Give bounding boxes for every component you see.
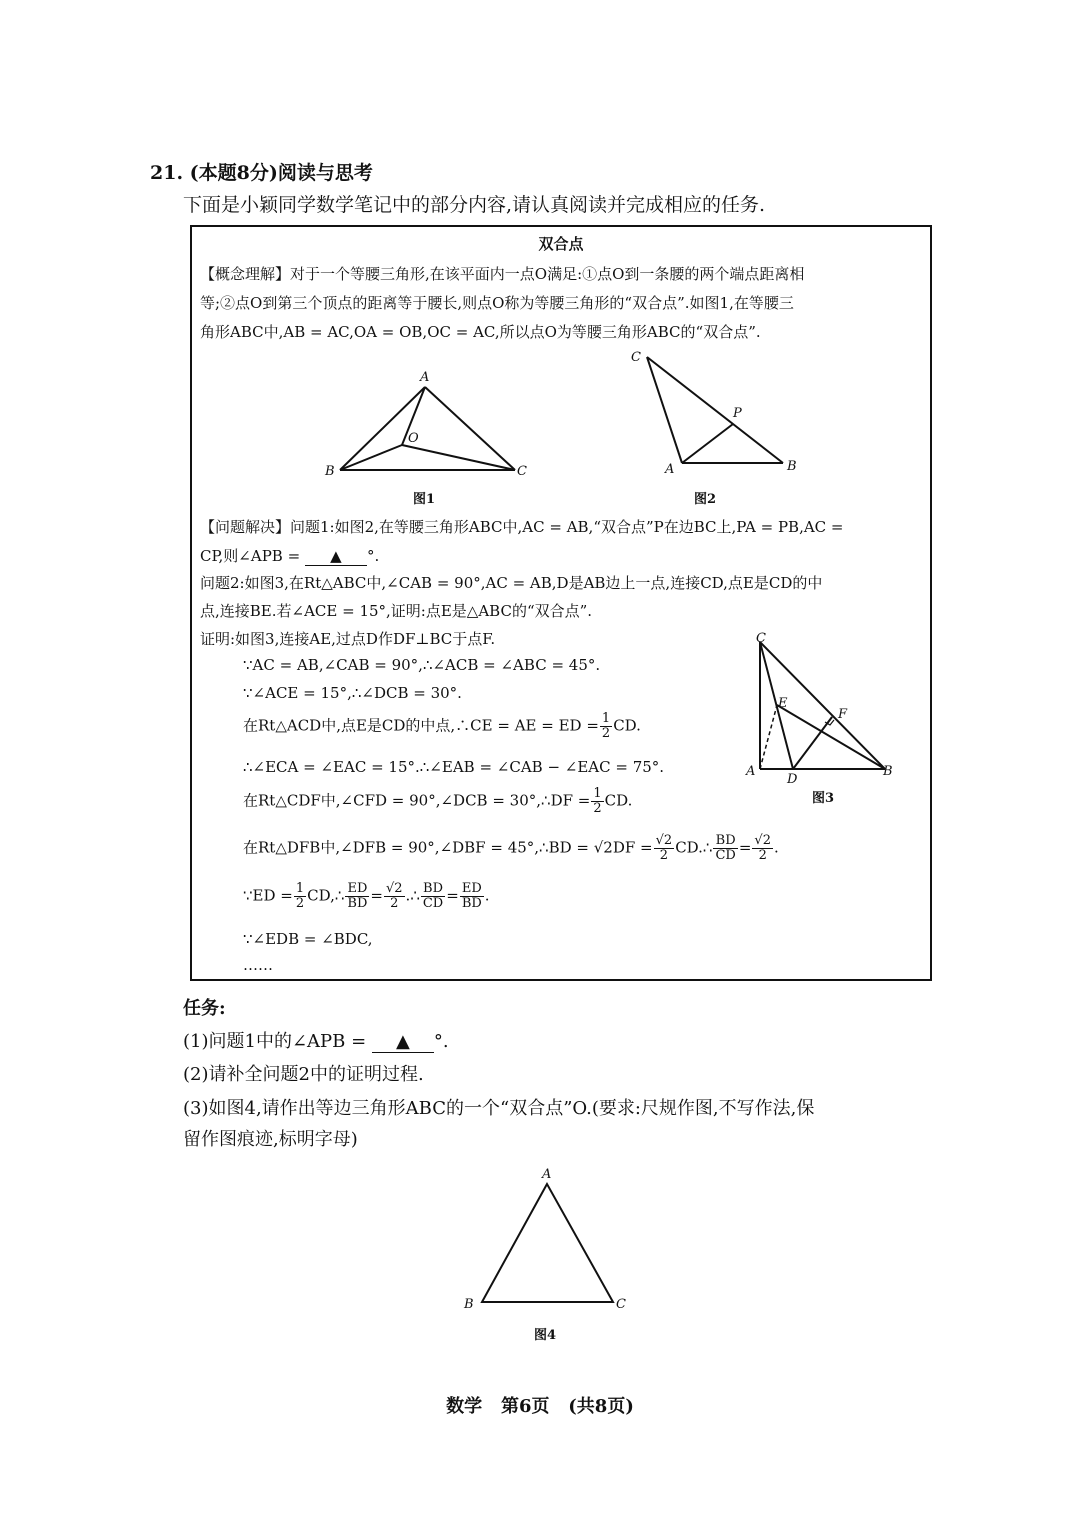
fig2-label-b: B	[787, 459, 797, 474]
fraction-sqrt2-over-2: $\frac{√2}{2}$	[655, 833, 673, 863]
figure-3-caption: 图3	[812, 791, 835, 806]
problem2-line-1: 问题2:如图3,在Rt△ABC中,∠CAB = 90°,AC = AB,D是AB边上一点,连接CD,点E是CD的中	[200, 574, 823, 592]
fraction-sqrt2-over-2: $\frac{√2}{2}$	[385, 881, 403, 911]
fig4-label-b: B	[464, 1297, 474, 1312]
problem1-line-1: 【问题解决】问题1:如图2,在等腰三角形ABC中,AC = AB,“双合点”P在边BC上,PA = PB,AC =	[200, 518, 844, 536]
fig2-label-p: P	[733, 406, 742, 421]
proof-line-2: ∵∠ACE = 15°,∴∠DCB = 30°.	[243, 684, 462, 702]
problem1-line-2: CP,则∠APB = ▲ °.	[200, 547, 380, 565]
figure-1	[320, 365, 540, 485]
fig3-label-e: E	[778, 696, 788, 711]
fig3-label-d: D	[787, 772, 798, 787]
task-3-line-2: 留作图痕迹,标明字母)	[183, 1129, 358, 1150]
proof-line-1: ∵AC = AB,∠CAB = 90°,∴∠ACB = ∠ABC = 45°.	[243, 656, 601, 674]
figure-3	[740, 628, 900, 788]
fig4-label-c: C	[616, 1297, 626, 1312]
fraction-half: $\frac{1}{2}$	[593, 786, 602, 816]
fraction-bd-over-cd: $\frac{BD}{CD}$	[422, 881, 444, 911]
task-1: (1)问题1中的∠APB = ▲ °.	[183, 1031, 449, 1052]
proof-line-4: ∴∠ECA = ∠EAC = 15°.∴∠EAB = ∠CAB − ∠EAC = 75°.	[243, 758, 665, 776]
proof-line-9: ……	[243, 956, 273, 974]
task1-answer-blank: ▲	[372, 1031, 434, 1053]
figure-4	[460, 1160, 635, 1320]
fig3-label-b: B	[883, 764, 893, 779]
problem2-line-2: 点,连接BE.若∠ACE = 15°,证明:点E是△ABC的“双合点”.	[200, 602, 593, 620]
proof-line-5: 在Rt△CDF中,∠CFD = 90°,∠DCB = 30°,∴DF = $\frac{1}{2}$ CD.	[243, 786, 633, 816]
figure-1-caption: 图1	[413, 492, 436, 507]
concept-line-1: 【概念理解】对于一个等腰三角形,在该平面内一点O满足:①点O到一条腰的两个端点距离相	[200, 265, 805, 283]
fig3-label-c: C	[756, 631, 766, 646]
proof-line-3: 在Rt△ACD中,点E是CD的中点,∴CE = AE = ED = $\frac{1}{2}$ CD.	[243, 711, 641, 741]
fig1-label-o: O	[408, 431, 419, 446]
figure-4-caption: 图4	[534, 1328, 557, 1343]
problem1-answer-blank: ▲	[305, 547, 367, 566]
figure-2	[625, 345, 805, 480]
proof-line-7: ∵ED = $\frac{1}{2}$ CD,∴ $\frac{ED}{BD}$ = $\frac{√2}{2}$ .∴ $\frac{BD}{CD}$ = $\frac{ED}{BD}$ .	[243, 881, 490, 911]
fraction-ed-over-bd: $\frac{ED}{BD}$	[347, 881, 368, 911]
fig1-label-a: A	[420, 370, 430, 385]
fraction-half: $\frac{1}{2}$	[295, 881, 305, 911]
proof-line-0: 证明:如图3,连接AE,过点D作DF⊥BC于点F.	[200, 630, 496, 648]
fig3-label-f: F	[838, 707, 848, 722]
concept-line-2: 等;②点O到第三个顶点的距离等于腰长,则点O称为等腰三角形的“双合点”.如图1,在等腰三	[200, 294, 794, 312]
fig4-label-a: A	[542, 1167, 552, 1182]
proof-line-6: 在Rt△DFB中,∠DFB = 90°,∠DBF = 45°,∴BD = √2DF = $\frac{√2}{2}$ CD.∴ $\frac{BD}{CD}$ = $\frac{√2}{2}$ .	[243, 833, 779, 863]
question-heading: 21. (本题8分)阅读与思考	[150, 162, 373, 184]
page-footer: 数学 第6页 (共8页)	[446, 1396, 634, 1417]
fraction-ed-over-bd: $\frac{ED}{BD}$	[461, 881, 482, 911]
fig1-label-c: C	[517, 464, 527, 479]
fig2-label-a: A	[665, 462, 675, 477]
tasks-heading: 任务:	[183, 998, 226, 1019]
fig2-label-c: C	[631, 350, 641, 365]
question-intro: 下面是小颖同学数学笔记中的部分内容,请认真阅读并完成相应的任务.	[183, 194, 766, 216]
task-2: (2)请补全问题2中的证明过程.	[183, 1064, 424, 1085]
fig1-label-b: B	[325, 464, 335, 479]
fraction-half: $\frac{1}{2}$	[601, 711, 611, 741]
task-3-line-1: (3)如图4,请作出等边三角形ABC的一个“双合点”O.(要求:尺规作图,不写作法,保	[183, 1098, 815, 1119]
figure-2-caption: 图2	[694, 492, 717, 507]
fraction-sqrt2-over-2: $\frac{√2}{2}$	[754, 833, 771, 863]
fig3-label-a: A	[746, 764, 756, 779]
proof-line-8: ∵∠EDB = ∠BDC,	[243, 930, 373, 948]
concept-line-3: 角形ABC中,AB = AC,OA = OB,OC = AC,所以点O为等腰三角形ABC的“双合点”.	[200, 323, 761, 341]
fraction-bd-over-cd: $\frac{BD}{CD}$	[715, 833, 736, 863]
note-title: 双合点	[538, 235, 584, 253]
